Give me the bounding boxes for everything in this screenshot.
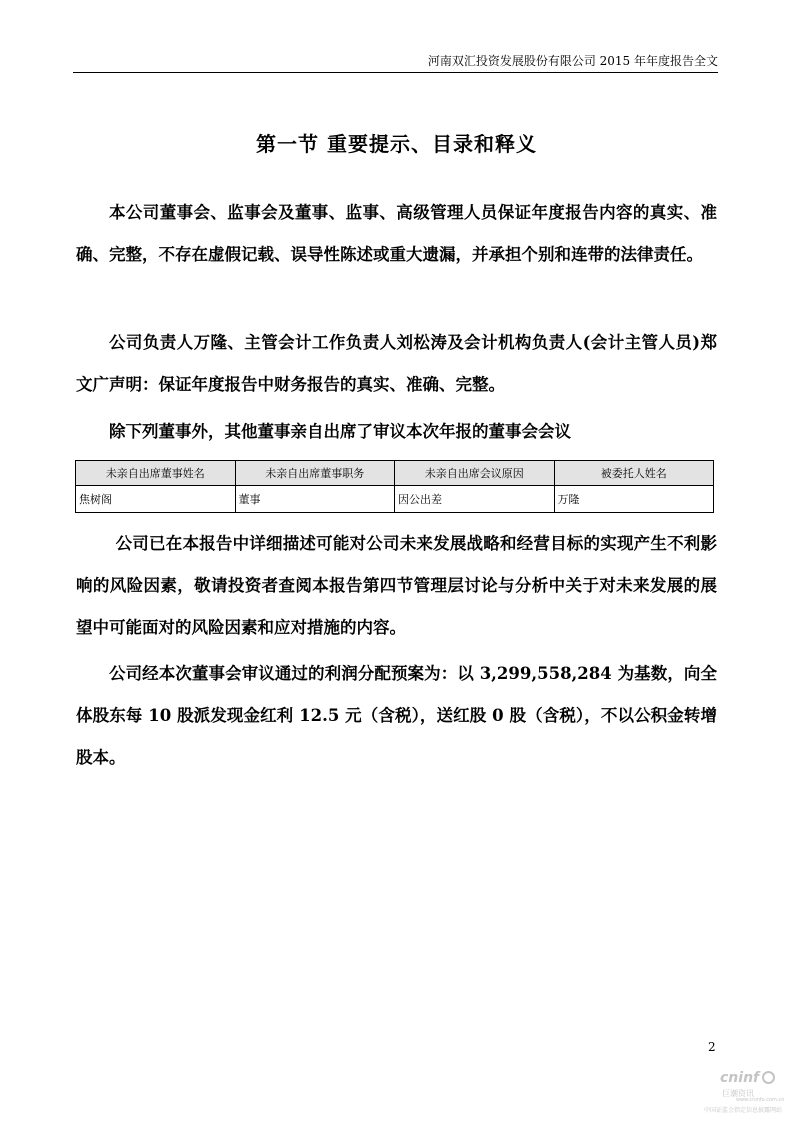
watermark-full-name: 中国证监会指定信息披露网站 [704, 1107, 783, 1114]
cninfo-watermark [696, 1070, 785, 1116]
paragraph-profit-distribution: 公司经本次董事会审议通过的利润分配预案为：以 3,299,558,284 为基数，向全体股东每 10 股派发现金红利 12.5 元（含税），送红股 0 股（含税），不以公积金转增股本。 [76, 664, 717, 767]
paragraph-board-guarantee: 本公司董事会、监事会及董事、监事、高级管理人员保证年度报告内容的真实、准确、完整，不存在虚假记载、误导性陈述或重大遗漏，并承担个别和连带的法律责任。 [76, 203, 717, 264]
absent-directors-table [75, 460, 714, 513]
table-cell: 焦树阁 [76, 486, 236, 513]
header-title: 河南双汇投资发展股份有限公司 2015 年年度报告全文 [427, 54, 718, 68]
column-header: 未亲自出席董事职务 [235, 461, 395, 486]
page-header [73, 52, 718, 73]
column-header: 被委托人姓名 [554, 461, 714, 486]
paragraph-financial-statement: 公司负责人万隆、主管会计工作负责人刘松涛及会计机构负责人(会计主管人员)郑文广声明：保证年度报告中财务报告的真实、准确、完整。 [76, 333, 717, 394]
column-header: 未亲自出席董事姓名 [76, 461, 236, 486]
table-row [76, 486, 714, 513]
table-cell: 因公出差 [395, 486, 555, 513]
watermark-url: www.cninfo.com.cn [736, 1097, 785, 1103]
table-header-row [76, 461, 714, 486]
paragraph-absent-directors: 除下列董事外，其他董事亲自出席了审议本次年报的董事会会议 [109, 422, 571, 441]
paragraph-risk-factors: 公司已在本报告中详细描述可能对公司未来发展战略和经营目标的实现产生不利影响的风险因素，敬请投资者查阅本报告第四节管理层讨论与分析中关于对未来发展的展望中可能面对的风险因素和应对措施的内容。 [76, 534, 717, 637]
table-cell: 万隆 [554, 486, 714, 513]
watermark-cn-name: 巨潮资讯 [722, 1089, 754, 1098]
table-cell: 董事 [235, 486, 395, 513]
column-header: 未亲自出席会议原因 [395, 461, 555, 486]
section-title: 第一节 重要提示、目录和释义 [256, 132, 537, 156]
page-number: 2 [708, 1040, 716, 1054]
watermark-logo-icon [762, 1071, 775, 1084]
watermark-brand: cninf [720, 1070, 760, 1086]
